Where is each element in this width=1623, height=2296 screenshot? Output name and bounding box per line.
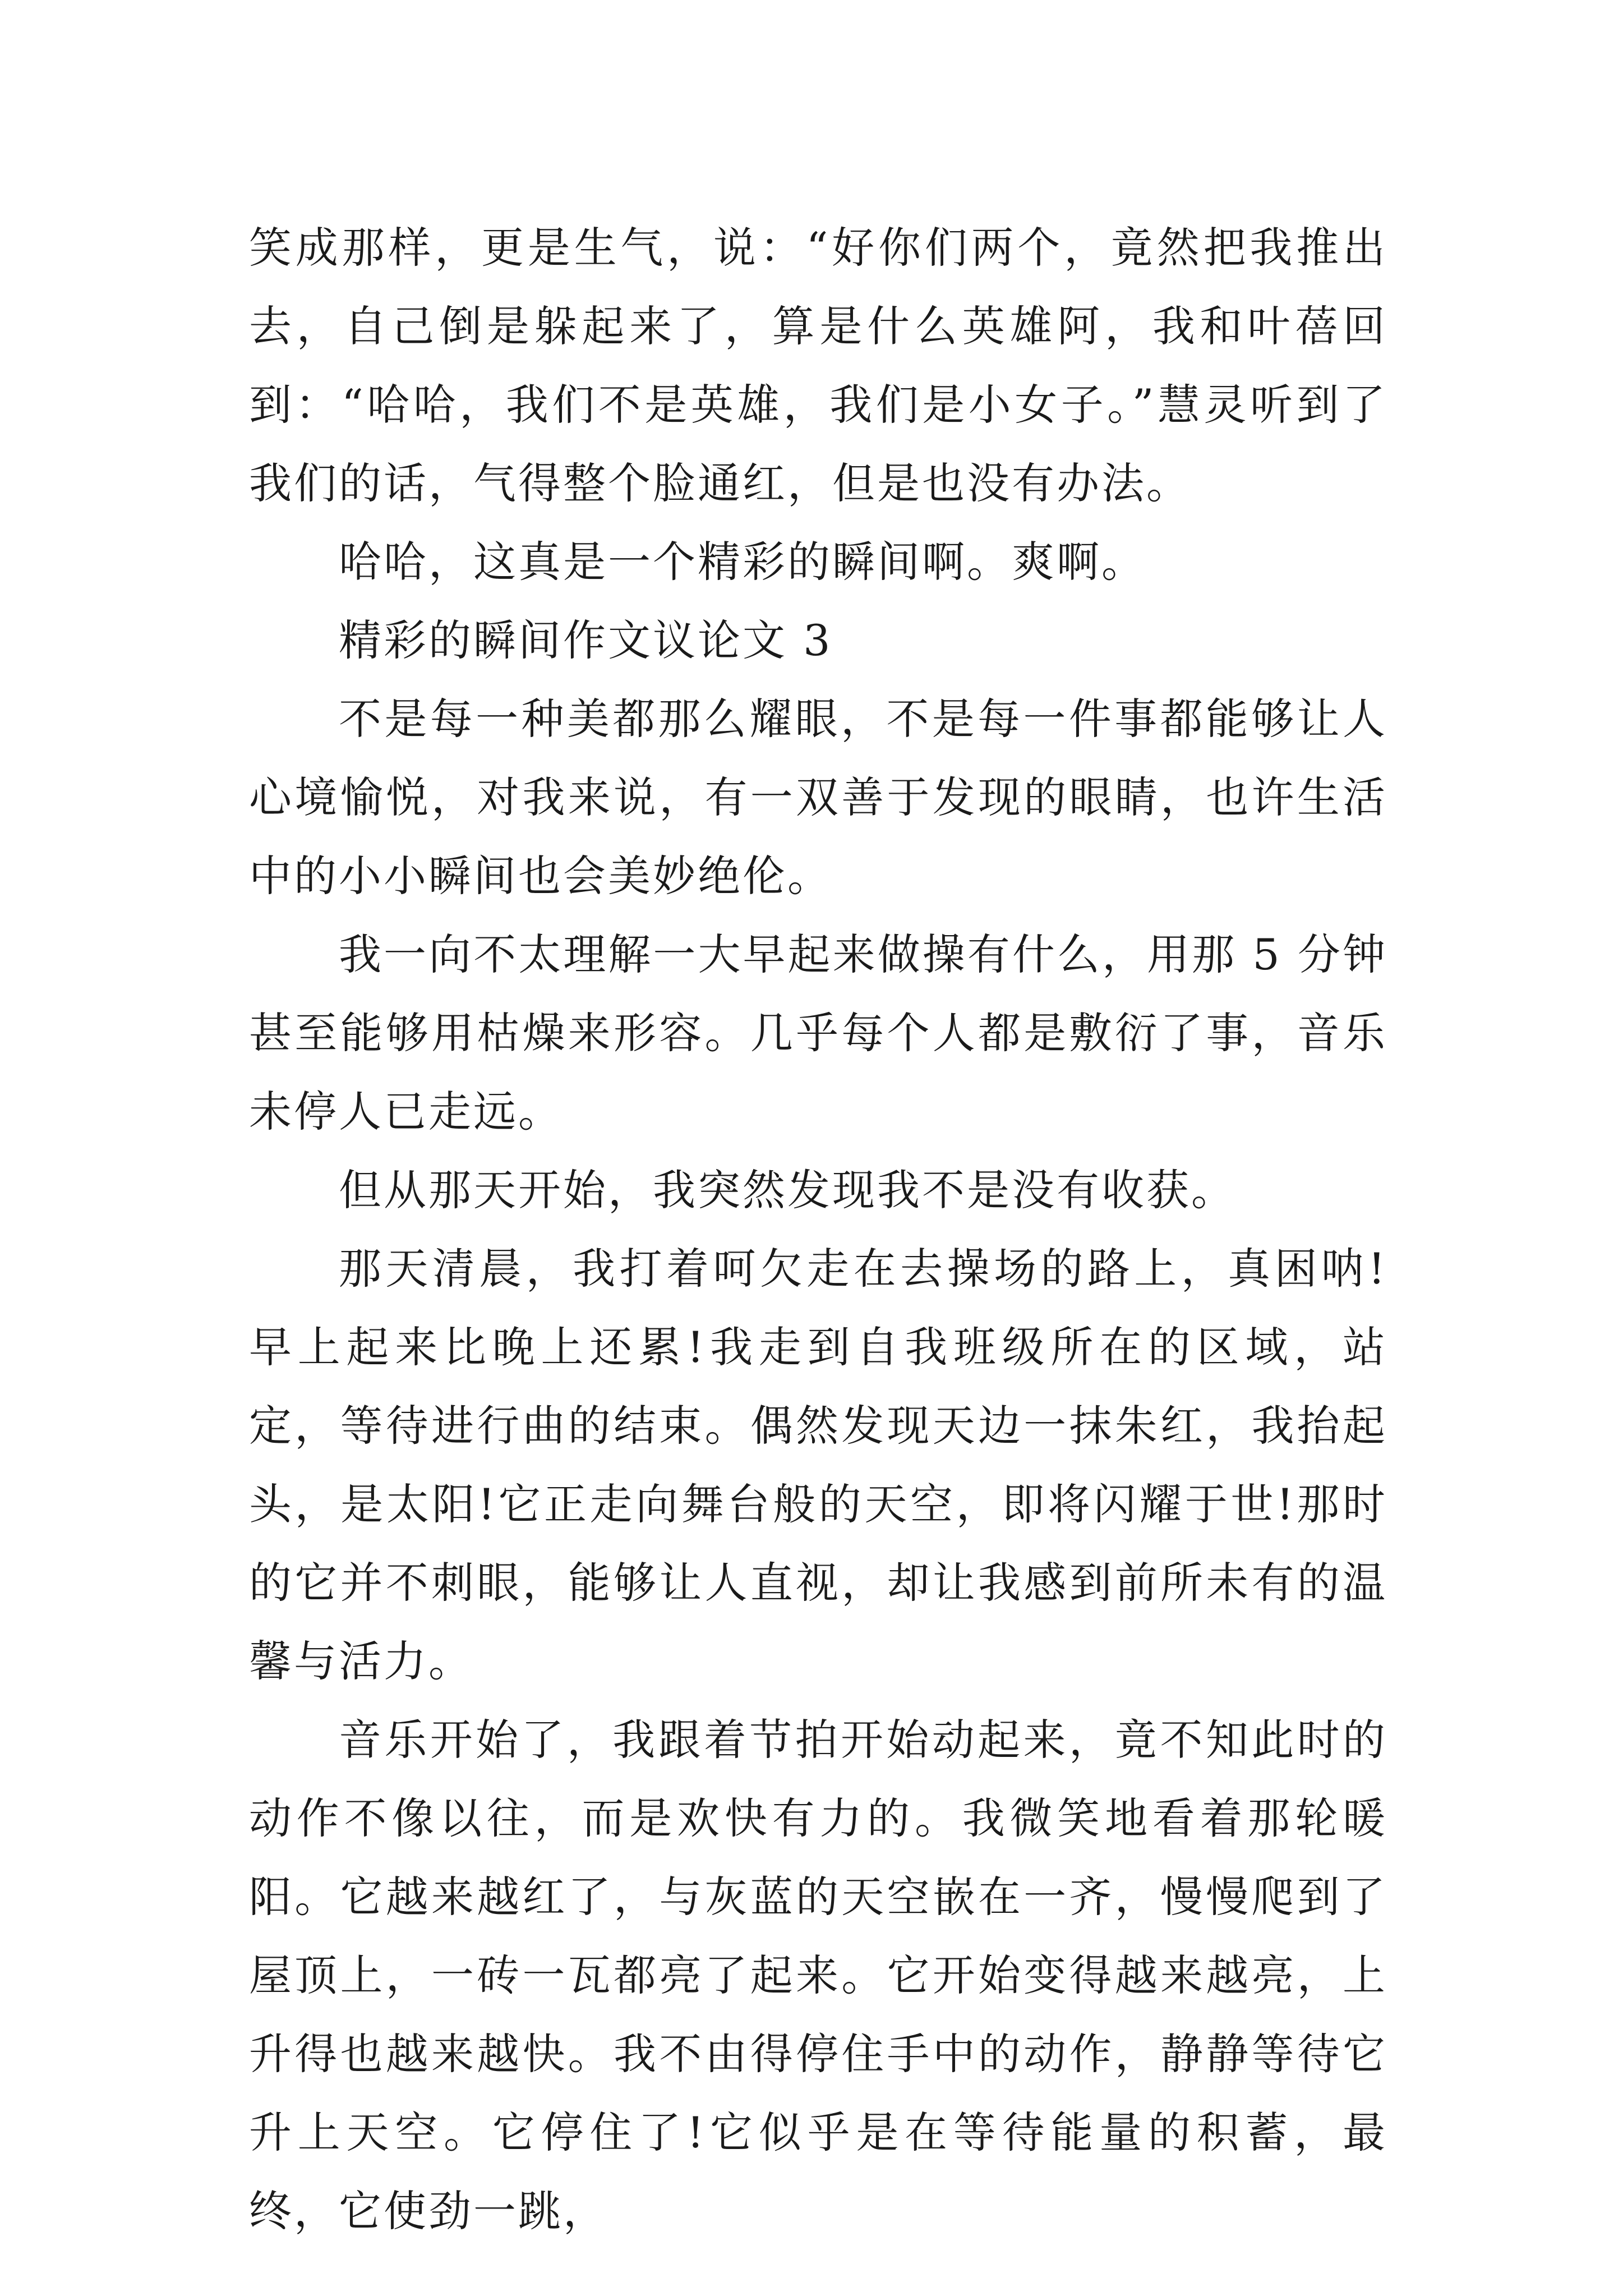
paragraph-continuation: 笑成那样，更是生气，说：“好你们两个，竟然把我推出去，自己倒是躲起来了，算是什么英雄阿，我和叶蓓回到：“哈哈，我们不是英雄，我们是小女子。”慧灵听到了我们的话，气得整个脸通红，但是也没有办法。 [249, 223, 1387, 508]
paragraph: 但从那天开始，我突然发现我不是没有收获。 [339, 1165, 1236, 1215]
paragraph: 哈哈，这真是一个精彩的瞬间啊。爽啊。 [339, 537, 1146, 587]
section-heading: 精彩的瞬间作文议论文 3 [339, 615, 833, 665]
paragraph: 那天清晨，我打着呵欠走在去操场的路上，真困呐!早上起来比晚上还累!我走到自我班级所在的区域，站定，等待进行曲的结束。偶然发现天边一抹朱红，我抬起头，是太阳!它正走向舞台般的天空，即将闪耀于世!那时的它并不刺眼，能够让人直视，却让我感到前所未有的温馨与活力。 [249, 1244, 1387, 1686]
document-page [249, 209, 1387, 2251]
paragraph: 不是每一种美都那么耀眼，不是每一件事都能够让人心境愉悦，对我来说，有一双善于发现的眼睛，也许生活中的小小瞬间也会美妙绝伦。 [249, 694, 1387, 901]
paragraph: 我一向不太理解一大早起来做操有什么，用那 5 分钟甚至能够用枯燥来形容。几乎每个人都是敷衍了事，音乐未停人已走远。 [249, 930, 1387, 1137]
paragraph: 音乐开始了，我跟着节拍开始动起来，竟不知此时的动作不像以往，而是欢快有力的。我微笑地看着那轮暖阳。它越来越红了，与灰蓝的天空嵌在一齐，慢慢爬到了屋顶上，一砖一瓦都亮了起来。它开始变得越来越亮，上升得也越来越快。我不由得停住手中的动作，静静等待它升上天空。它停住了!它似乎是在等待能量的积蓄，最终，它使劲一跳， [249, 1715, 1387, 2236]
